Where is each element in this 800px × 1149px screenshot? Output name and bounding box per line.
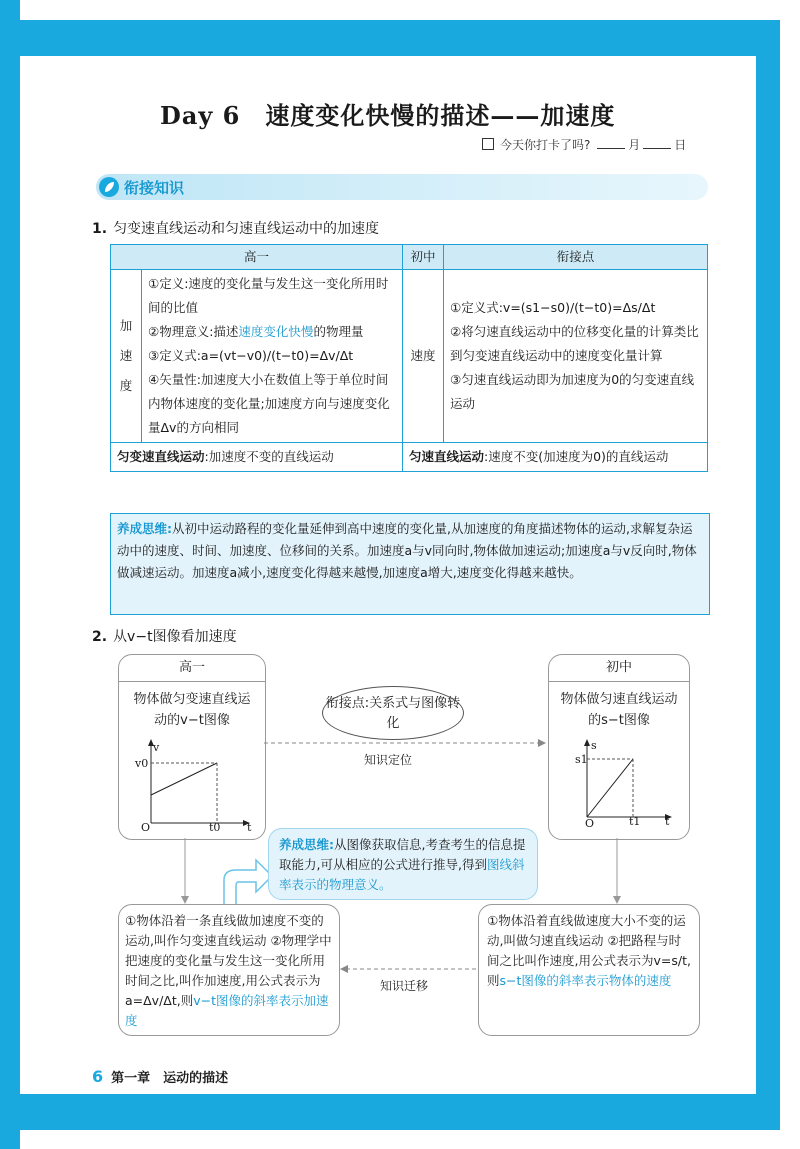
header-chuzhong: 初中 bbox=[403, 245, 444, 270]
blue-border-top bbox=[0, 20, 780, 56]
cell-xianjie bbox=[444, 270, 708, 443]
item1-heading bbox=[92, 218, 379, 238]
vt-t0-label: t0 bbox=[209, 821, 221, 834]
leaf-icon bbox=[99, 177, 119, 197]
item1-number: 1. bbox=[92, 221, 108, 237]
curved-arrow-icon bbox=[214, 852, 274, 908]
table-row bbox=[111, 270, 708, 443]
vt-v0-label: v0 bbox=[135, 757, 149, 770]
st-graph bbox=[565, 737, 677, 829]
table-footer-row bbox=[111, 443, 708, 472]
bottom-right-text: ①物体沿着直线做速度大小不变的运动,叫做匀速直线运动 ②把路程与时间之比叫作速度,用公式表示为v=s/t,则 bbox=[487, 913, 691, 988]
box-chuzhong bbox=[548, 654, 690, 840]
blue-border-left bbox=[0, 0, 20, 1149]
item2-heading bbox=[92, 626, 237, 646]
st-s1-label: s1 bbox=[575, 753, 588, 766]
checkin-text: 今天你打卡了吗? bbox=[500, 138, 591, 152]
st-t1-label: t1 bbox=[629, 815, 641, 828]
bubble-tag: 养成思维: bbox=[279, 837, 334, 852]
footer-left: 匀变速直线运动:加速度不变的直线运动 bbox=[111, 443, 403, 472]
bubble-blue-text: 图线斜率表示的物理意义。 bbox=[279, 857, 525, 892]
blue-border-right bbox=[756, 20, 780, 1130]
bubble-text: 从图像获取信息,考查考生的信息提取能力,可从相应的公式进行推导,得到 bbox=[279, 837, 526, 872]
thinking-tag: 养成思维: bbox=[117, 521, 172, 536]
item1-text: 匀变速直线运动和匀速直线运动中的加速度 bbox=[113, 221, 380, 237]
header-gaoyi: 高一 bbox=[111, 245, 403, 270]
footer-right: 匀速直线运动:速度不变(加速度为0)的直线运动 bbox=[403, 443, 708, 472]
section-banner bbox=[96, 174, 708, 200]
arrow-right-down bbox=[612, 838, 622, 904]
checkin-line bbox=[482, 136, 686, 153]
box-gaoyi-head: 高一 bbox=[119, 655, 265, 682]
st-origin-label: O bbox=[585, 817, 595, 830]
comparison-table bbox=[110, 244, 708, 472]
xianjie-line-3: ③匀速直线运动即为加速度为0的匀变速直线运动 bbox=[450, 372, 695, 411]
box-bottom-left bbox=[118, 904, 340, 1036]
item2-number: 2. bbox=[92, 629, 108, 645]
header-xianjiedian: 衔接点 bbox=[444, 245, 708, 270]
blue-border-bottom bbox=[20, 1094, 780, 1130]
checkin-checkbox[interactable] bbox=[482, 138, 494, 150]
st-x-axis-label: t bbox=[665, 815, 670, 828]
arrow-left-down bbox=[180, 838, 190, 904]
vt-origin-label: O bbox=[141, 821, 151, 834]
thinking-box bbox=[110, 513, 710, 615]
row-label-acceleration: 加速度 bbox=[111, 270, 142, 443]
page-title: Day 6 速度变化快慢的描述——加速度 bbox=[160, 101, 616, 130]
arrow-bottom bbox=[340, 964, 478, 974]
st-y-axis-label: s bbox=[591, 739, 597, 752]
xianjie-line-1: ①定义式:v=(s1−s0)/(t−t0)=Δs/Δt bbox=[450, 300, 656, 315]
bottom-left-blue: v−t图像的斜率表示加速度 bbox=[125, 993, 329, 1028]
chapter-title: 第一章 运动的描述 bbox=[111, 1071, 229, 1086]
highlight-blue: 速度变化快慢 bbox=[238, 324, 314, 339]
gaoyi-line-1: ①定义:速度的变化量与发生这一变化所用时间的比值 bbox=[148, 276, 389, 315]
box-gaoyi bbox=[118, 654, 266, 840]
checkin-month: 月 bbox=[628, 138, 641, 152]
box-chuzhong-head: 初中 bbox=[549, 655, 689, 682]
gaoyi-line-3: ③定义式:a=(vt−v0)/(t−t0)=Δv/Δt bbox=[148, 348, 354, 363]
arrow-top-label: 知识定位 bbox=[364, 753, 413, 767]
bottom-right-blue: s−t图像的斜率表示物体的速度 bbox=[499, 973, 672, 988]
checkin-day: 日 bbox=[674, 138, 687, 152]
item2-text: 从v−t图像看加速度 bbox=[113, 629, 237, 645]
box-chuzhong-text: 物体做匀速直线运动的s−t图像 bbox=[560, 692, 678, 728]
table-header-row bbox=[111, 245, 708, 270]
thinking-text: 从初中运动路程的变化量延伸到高中速度的变化量,从加速度的角度描述物体的运动,求解复杂运动中的速度、时间、加速度、位移间的关系。加速度a与v同向时,物体做加速运动;加速度a与v反向时,物体做减速运动。加速度a减小,速度变化得越来越慢,加速度a增大,速度变化得越来越快。 bbox=[117, 521, 697, 580]
row-label-velocity: 速度 bbox=[403, 270, 444, 443]
thinking-bubble bbox=[268, 828, 538, 900]
cell-gaoyi bbox=[142, 270, 403, 443]
page-number: 6 bbox=[92, 1067, 104, 1086]
box-gaoyi-text: 物体做匀变速直线运动的v−t图像 bbox=[133, 692, 251, 728]
ellipse-xianjiedian: 衔接点:关系式与图像转化 bbox=[322, 686, 464, 740]
bottom-left-text: ①物体沿着一条直线做加速度不变的运动,叫作匀变速直线运动 ②物理学中把速度的变化量与发生这一变化所用时间之比,叫作加速度,用公式表示为a=Δv/Δt,则 bbox=[125, 913, 332, 1008]
arrow-bottom-label: 知识迁移 bbox=[380, 979, 429, 993]
arrow-top bbox=[264, 738, 546, 748]
page-footer bbox=[92, 1067, 228, 1086]
gaoyi-line-2: ②物理意义:描述速度变化快慢的物理量 bbox=[148, 324, 364, 339]
gaoyi-line-4: ④矢量性:加速度大小在数值上等于单位时间内物体速度的变化量;加速度方向与速度变化量Δv的方向相同 bbox=[148, 372, 390, 435]
box-bottom-right bbox=[478, 904, 700, 1036]
xianjie-line-2: ②将匀速直线运动中的位移变化量的计算类比到匀变速直线运动中的速度变化量计算 bbox=[450, 324, 699, 363]
vt-y-axis-label: v bbox=[153, 741, 160, 754]
section-title: 衔接知识 bbox=[124, 179, 185, 197]
vt-x-axis-label: t bbox=[247, 821, 252, 834]
